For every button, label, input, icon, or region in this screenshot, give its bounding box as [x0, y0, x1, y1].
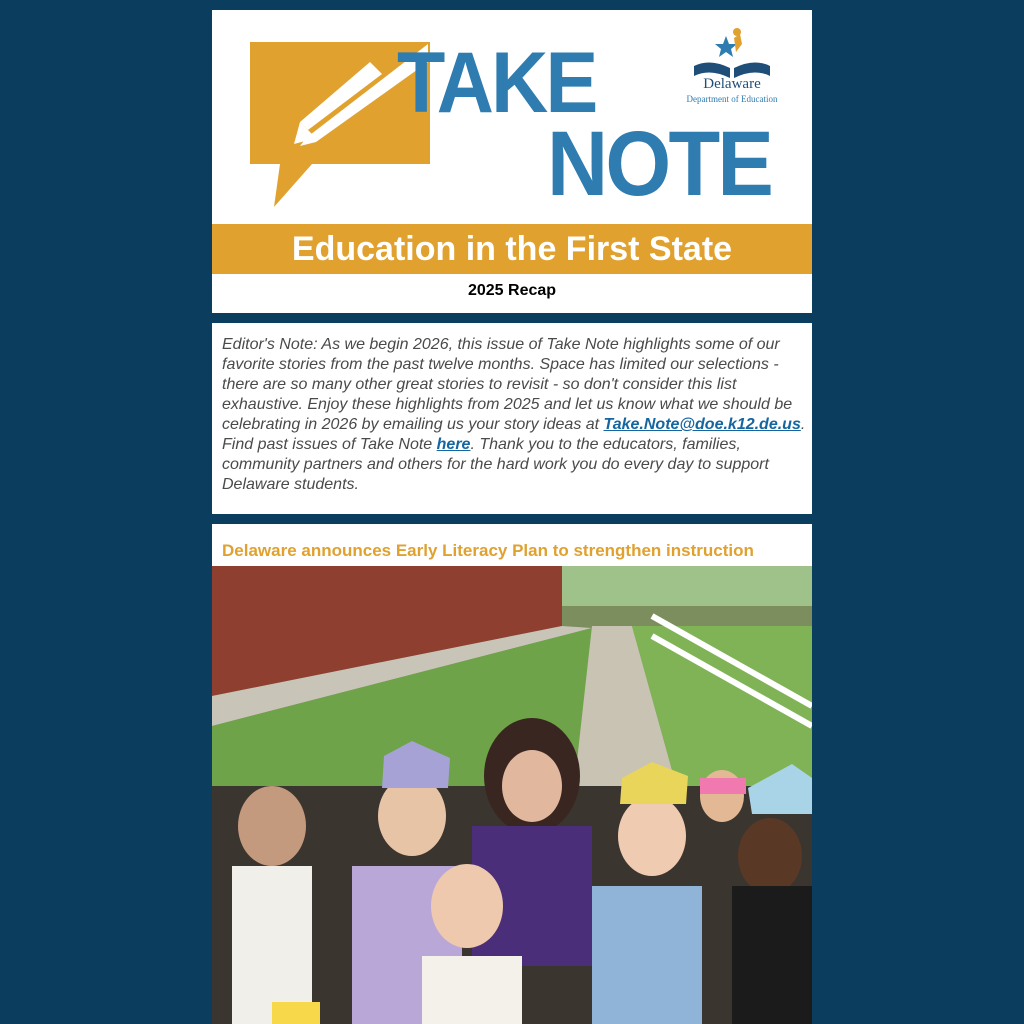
editors-note-box [212, 323, 812, 514]
editors-note-part-2: . Find past issues of Take Note [222, 416, 806, 453]
email-link[interactable]: Take.Note@doe.k12.de.us [603, 416, 801, 433]
story-card [212, 524, 812, 1024]
org-name: Delaware [703, 76, 761, 92]
issue-title: 2025 Recap [467, 282, 557, 299]
logo-take-word: TAKE [397, 35, 596, 131]
newsletter-header [212, 10, 812, 313]
editors-note-text [222, 335, 806, 495]
org-subtitle: Department of Education [686, 94, 778, 104]
past-issues-link[interactable]: here [436, 436, 471, 453]
editors-note-part-3: . Thank you to the educators, families, community partners and others for the hard work you do every day to support Delaware students. [222, 436, 769, 493]
story-photo[interactable] [212, 566, 812, 1024]
tagline-banner: Education in the First State [212, 224, 812, 274]
story-title[interactable]: Delaware announces Early Literacy Plan to strengthen instruction [222, 541, 754, 560]
editors-note-part-1: Editor's Note: As we begin 2026, this issue of Take Note highlights some of our favorite stories from the past twelve months. Space has limited our selections - there are so many other great stories to revisit - so don't consider this list exhaustive. Enjoy these highlights from 2025 and let us know what we should be celebrating in 2026 by emailing us your story ideas at [222, 336, 793, 433]
logo-note-word: NOTE [547, 113, 772, 215]
